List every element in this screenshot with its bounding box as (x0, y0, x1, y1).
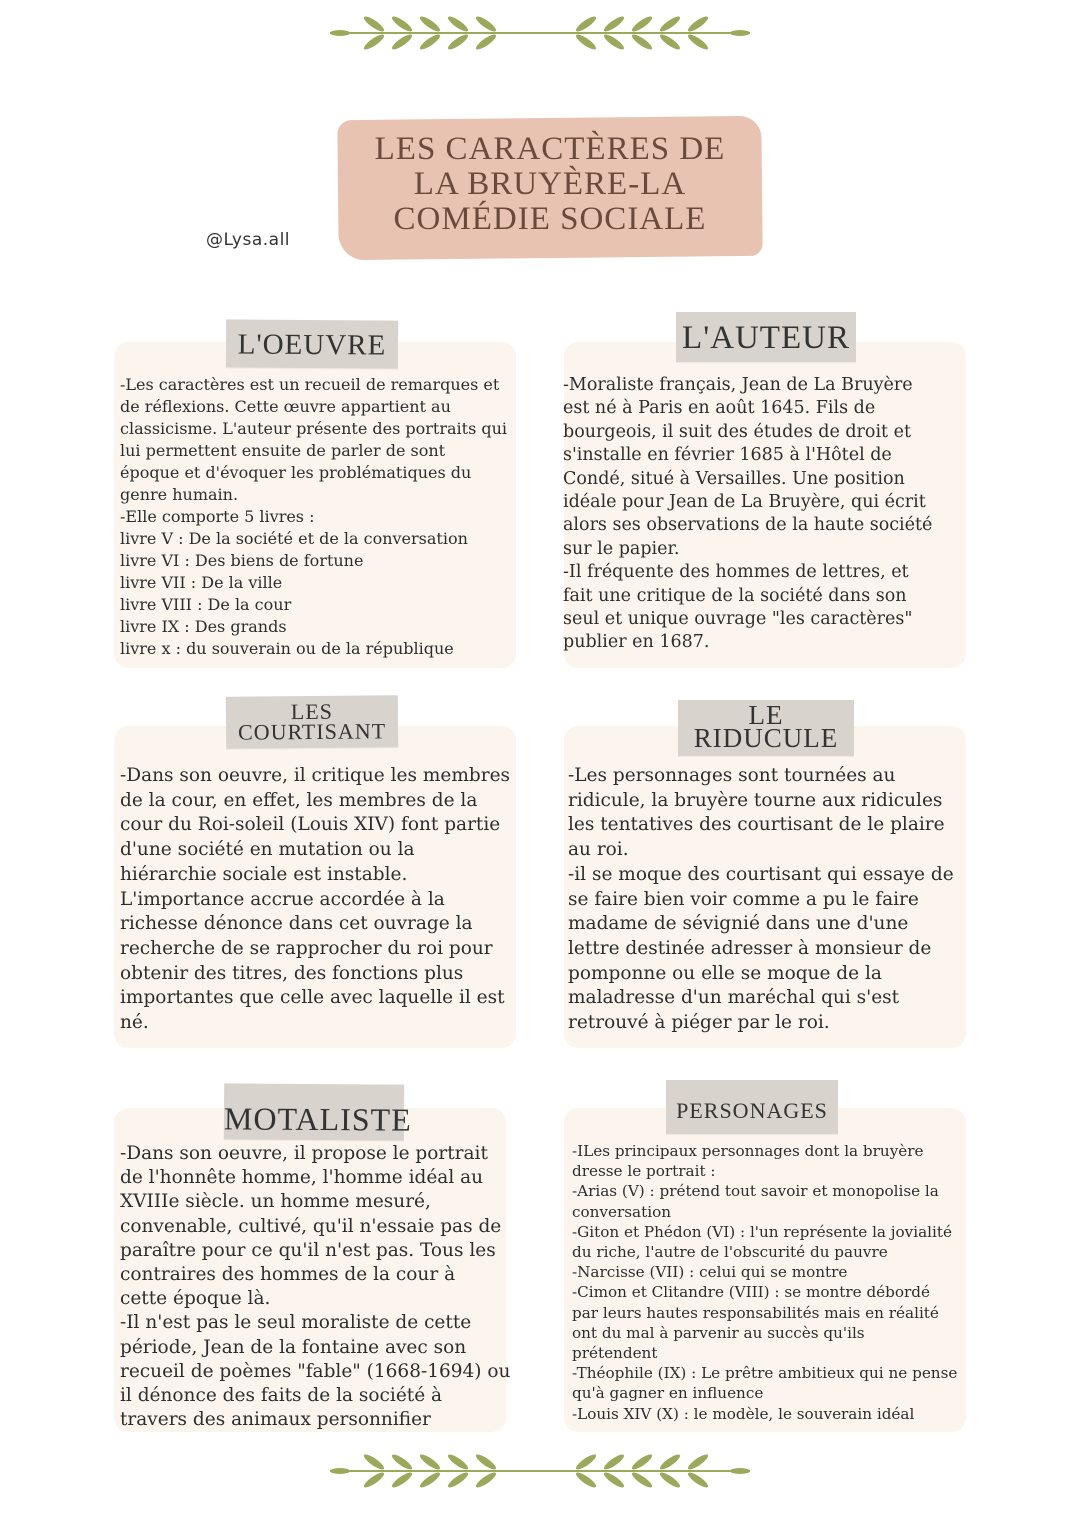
moraliste-label: MOTALISTE (224, 1083, 404, 1140)
ridicule-label-line1: LE (748, 700, 784, 730)
courtisant-text: -Dans son oeuvre, il critique les membres de la cour, en effet, les membres de la cour du Roi-soleil (Louis XIV) font partie d'une société en mutation ou la hiérarchie sociale est instable. L'importance accrue accordée à la richesse dénonce dans cet ouvrage la recherche de se rapprocher du roi pour obtenir des titres, des fonctions plus importantes que celle avec laquelle il est né. (120, 765, 511, 1034)
laurel-branch-icon (326, 1448, 754, 1494)
laurel-branch-icon (326, 10, 754, 56)
auteur-text: -Moraliste français, Jean de La Bruyère est né à Paris en août 1645. Fils de bourgeois, il suit des études de droit et s'installe en février 1685 à l'Hôtel de Condé, situé à Versailles. Une position idéale pour Jean de La Bruyère, qui écrit alors ses observations de la haute société sur le papier. -Il fréquente des hommes de lettres, et fait une critique de la société dans son seul et unique ouvrage "les caractères" publier en 1687. (563, 375, 933, 653)
oeuvre-text: -Les caractères est un recueil de remarques et de réflexions. Cette œuvre appartient au classicisme. L'auteur présente des portraits qui lui permettent ensuite de parler de sont époque et d'évoquer les problématiques du genre humain. -Elle comporte 5 livres : livre V : De la société et de la conversation livre VI : Des biens de fortune livre VII : De la ville livre VIII : De la cour livre IX : Des grands livre x : du souverain ou de la république (120, 375, 508, 658)
ridicule-label (678, 700, 854, 756)
courtisant-label (226, 695, 398, 748)
author-handle: @Lysa.all (206, 230, 291, 250)
courtisant-label-line1: LES (290, 698, 334, 725)
courtisant-label-line2: COURTISANT (237, 718, 387, 745)
auteur-label: L'AUTEUR (676, 312, 856, 362)
moraliste-text: -Dans son oeuvre, il propose le portrait de l'honnête homme, l'homme idéal au XVIIIe siècle. un homme mesuré, convenable, cultivé, qu'il n'essaie pas de paraître pour ce qu'il n'est pas. Tous les contraires des hommes de la cour à cette époque là. -Il n'est pas le seul moraliste de cette période, Jean de la fontaine avec son recueil de poèmes "fable" (1668-1694) ou il dénonce des faits de la société à travers des animaux personnifier (120, 1143, 511, 1431)
personnages-label: PERSONAGES (666, 1080, 838, 1134)
page-title: LES CARACTÈRES DE LA BRUYÈRE-LA COMÉDIE SOCIALE (374, 131, 726, 237)
personnages-text: -ILes principaux personnages dont la bruyère dresse le portrait : -Arias (V) : prétend tout savoir et monopolise la conversation -Giton et Phédon (VI) : l'un représente la jovialité du riche, l'autre de l'obscurité du pauvre -Narcisse (VII) : celui qui se montre -Cimon et Clitandre (VIII) : se montre débordé par leurs hautes responsabilités mais en réalité ont du mal à parvenir au succès qu'ils prétendent -Théophile (IX) : Le prêtre ambitieux qui ne pense qu'à gagner en influence -Louis XIV (X) : le modèle, le souverain idéal (572, 1142, 958, 1423)
ridicule-text: -Les personnages sont tournées au ridicule, la bruyère tourne aux ridicules les tentatives des courtisant de le plaire au roi. -il se moque des courtisant qui essaye de se faire bien voir comme a pu le faire madame de sévignié dans une d'une lettre destinée adresser à monsieur de pomponne ou elle se moque de la maladresse d'un maréchal qui s'est retrouvé à piéger par le roi. (568, 765, 954, 1034)
ridicule-label-line2: RIDUCULE (693, 723, 839, 753)
oeuvre-label: L'OEUVRE (226, 319, 398, 368)
